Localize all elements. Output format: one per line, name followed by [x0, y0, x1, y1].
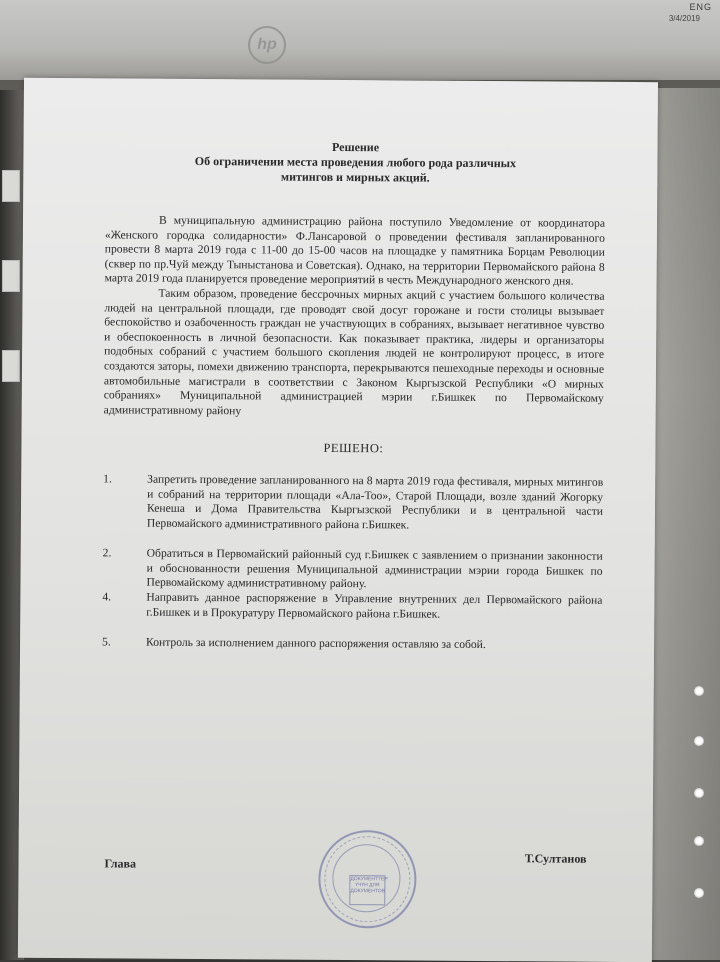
binder-tab [2, 260, 20, 292]
paragraph-reasoning: Таким образом, проведение бессрочных мирных акций с участием большого количества людей на центральной площади, где проводят свой досуг горожане и гости столицы вызывает беспокойство и озабоченность граждан не участвующих в собраниях, вызывает негативное чувство и обеспокоенность в личной безопасности. Как показывает практика, лидеры и организаторы подобных собраний с участием большого скопления людей не контролируют процесс, в итоге создаются заторы, помехи движению транспорта, перекрываются пешеходные переходы и основные автомобильные магистрали в соответствии с Законом Кыргызской Республики «О мирных собраниях» Муниципальной администрацией мэрии г.Бишкек по Первомайскому административному району [103, 286, 605, 418]
document-subtitle-line2: митингов и мирных акций. [280, 169, 430, 185]
binder-tab [2, 170, 20, 202]
list-item [103, 472, 603, 534]
list-item [102, 590, 602, 623]
plastic-sleeve-edge [650, 88, 720, 960]
list-item-text: Обратиться в Первомайский районный суд г.Бишкек с заявлением о признании законности и обоснованности решения Муниципальной администрации мэрии города Бишкек по Первомайскому административному району. [146, 546, 603, 591]
list-item-number: 1. [103, 472, 112, 486]
list-item-text: Запретить проведение запланированного на 8 марта 2019 года фестиваля, мирных митингов и собраний на территории площади «Ала-Тоо», Старой Площади, возле зданий Жогорку Кенеша и Дома Правительства Кыргызской Республики и в центральной части Первомайского административного района г.Бишкек. [146, 472, 604, 532]
list-item [102, 547, 602, 594]
document-body [102, 138, 606, 653]
document-subtitle-line1: Об ограничении места проведения любого рода различных [194, 153, 517, 171]
signatory-name: Т.Султанов [524, 851, 587, 866]
hp-logo-icon: hp [248, 26, 286, 64]
list-item-number: 5. [102, 635, 111, 649]
list-item [102, 636, 602, 654]
punch-hole-icon [694, 788, 704, 798]
punch-hole-icon [694, 686, 704, 696]
list-item-number: 4. [102, 590, 112, 604]
signatory-title: Глава [104, 856, 137, 871]
list-item-number: 2. [102, 546, 112, 560]
decided-heading: РЕШЕНО: [323, 441, 384, 456]
laptop-screen [0, 0, 720, 80]
list-item-text: Направить данное распоряжение в Управление внутренних дел Первомайского района г.Бишкек и в Прокуратуру Первомайского района г.Бишкек. [146, 590, 603, 621]
punch-hole-icon [694, 888, 704, 898]
binder-tab [2, 350, 20, 382]
document-title: Решение [331, 139, 380, 155]
paragraph-notice: В муниципальную администрацию района поступило Уведомление от координатора «Женского городка солидарности» Ф.Лансаровой о проведении фестиваля запланированного провести 8 марта 2019 года с 11-00 до 15-00 часов на площадке у памятника Борцам Революции (сквер по пр.Чуй между Тыныстанова и Советская). Однако, на территории Первомайского района 8 марта 2019 года планируется проведение мероприятий в честь Международного женского дня. [104, 213, 606, 289]
seal-inscription: ДОКУМЕНТТЕР ҮЧҮН ДЛЯ ДОКУМЕНТОВ [349, 875, 385, 905]
list-item-text: Контроль за исполнением данного распоряжения оставляю за собой. [146, 635, 486, 652]
official-seal-icon [318, 830, 417, 929]
punch-hole-icon [694, 736, 704, 746]
punch-hole-icon [694, 836, 704, 846]
taskbar-date: 3/4/2019 [668, 14, 700, 23]
document-sheet [18, 78, 658, 962]
taskbar-language: ENG [689, 2, 712, 12]
